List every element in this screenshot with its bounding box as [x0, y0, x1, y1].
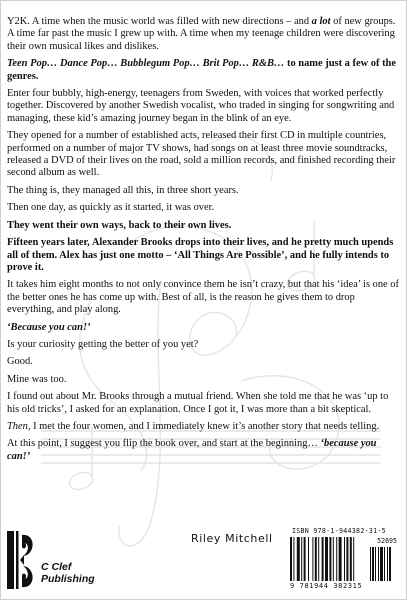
c-clef-logo-icon — [6, 529, 36, 593]
paragraph-11: Is your curiosity getting the better of you yet? — [7, 338, 199, 350]
isbn-number: ISBN 978-1-944382-31-5 — [292, 527, 386, 535]
synopsis-text — [7, 16, 401, 468]
paragraph-8: Fifteen years later, Alexander Brooks drops into their lives, and he pretty much upends all of them. Alex has just one motto – ‘All Things Are Possible’, and he fully intends to prove it. — [7, 237, 394, 273]
paragraph-15: Then, I met the four women, and I immediately knew it’s another story that needs telling. — [7, 420, 380, 432]
publisher-name: C Clef Publishing — [41, 561, 95, 585]
paragraph-5: The thing is, they managed all this, in three short years. — [7, 184, 239, 196]
publisher-logo — [6, 529, 126, 599]
paragraph-1: Y2K. A time when the music world was filled with new directions – and a lot of new groups. A time far past the music I grew up with. A time when my teenage children were discovering their own musical likes and dislikes. — [7, 16, 396, 52]
paragraph-6: Then one day, as quickly as it started, it was over. — [7, 202, 215, 214]
paragraph-3: Enter four bubbly, high-energy, teenagers from Sweden, with voices that worked perfectly together. Discovered by another Swedish vocalist, who traded in singing for songwriting and managing, these kid’s amazing journey began in the blink of an eye. — [7, 88, 395, 124]
paragraph-9: It takes him eight months to not only convince them he isn’t crazy, but that his ‘idea’ is one of the better ones he has come up with. Best of all, is the reason he gives them to drop everything, and play along. — [7, 279, 399, 316]
paragraph-16: At this point, I suggest you flip the book over, and start at the beginning… ‘because you can!’ — [7, 438, 377, 462]
isbn-barcode — [284, 525, 401, 594]
paragraph-2: Teen Pop… Dance Pop… Bubblegum Pop… Brit Pop… R&B… to name just a few of the genres. — [7, 58, 396, 82]
author-signature: Riley Mitchell — [191, 532, 273, 545]
barcode-bars-icon — [290, 537, 396, 581]
barcode-digits: 9 781944 382315 — [290, 582, 363, 590]
paragraph-13: Mine was too. — [7, 373, 67, 385]
paragraph-12: Good. — [7, 356, 33, 368]
paragraph-7: They went their own ways, back to their own lives. — [7, 219, 232, 231]
barcode-addon-number: 52695 — [377, 537, 397, 545]
paragraph-14: I found out about Mr. Brooks through a mutual friend. When she told me that he was ‘up to his old tricks’, I asked for an explanation. Once I got it, I was more than a bit skeptical. — [7, 391, 389, 415]
paragraph-10: ‘Because you can!’ — [7, 321, 91, 333]
paragraph-4: They opened for a number of established acts, released their first CD in multiple countries, performed on a number of major TV shows, had songs on at least three movie soundtracks, released a DVD of their lives on the road, sold a million records, and finished recording their second album as well. — [7, 130, 396, 179]
